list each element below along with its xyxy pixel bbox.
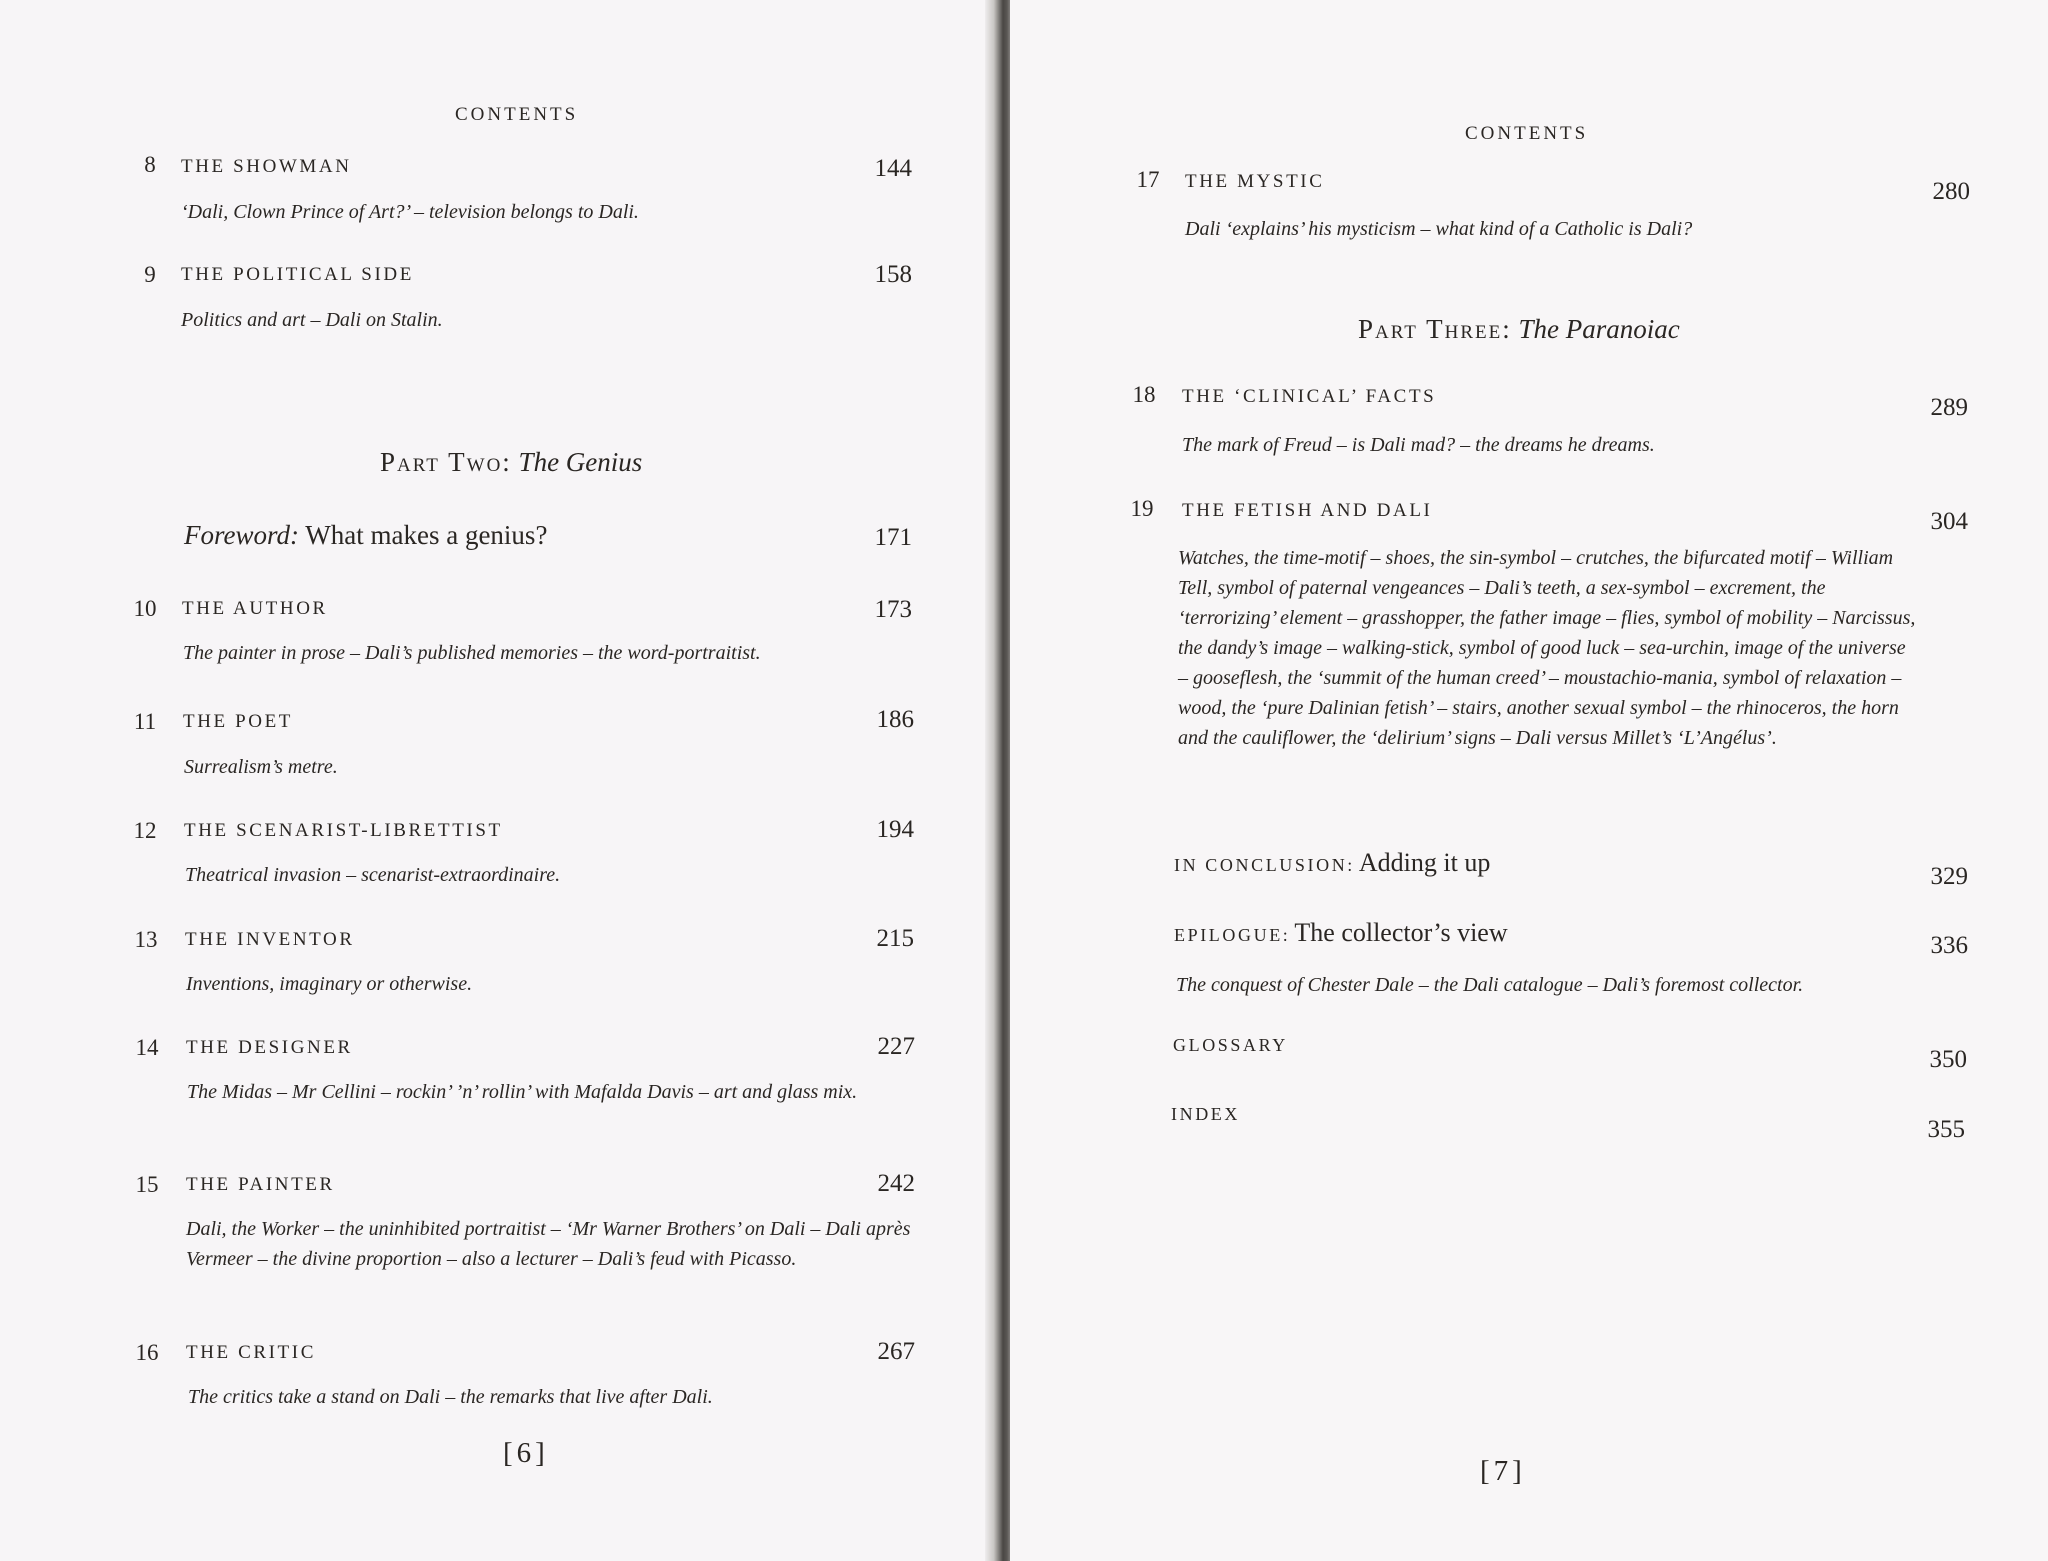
part-name: The Genius bbox=[518, 447, 643, 477]
chapter-number: 10 bbox=[133, 596, 157, 621]
page-folio: [7] bbox=[1480, 1455, 1526, 1487]
chapter-description: Politics and art – Dali on Stalin. bbox=[181, 309, 443, 331]
foreword-label: Foreword: bbox=[184, 520, 299, 550]
foreword-line bbox=[184, 520, 547, 551]
chapter-page: 304 bbox=[1930, 508, 1968, 535]
glossary-page: 350 bbox=[1929, 1046, 1967, 1073]
chapter-title: THE SCENARIST-LIBRETTIST bbox=[184, 820, 503, 841]
chapter-number: 15 bbox=[135, 1172, 159, 1197]
chapter-title: THE PAINTER bbox=[186, 1174, 335, 1195]
chapter-number: 17 bbox=[1136, 167, 1160, 192]
chapter-description: The Midas – Mr Cellini – rockin’ ’n’ rollin’ with Mafalda Davis – art and glass mix. bbox=[187, 1081, 858, 1103]
conclusion-line bbox=[1174, 848, 1490, 878]
chapter-page: 289 bbox=[1930, 394, 1968, 421]
chapter-description: The painter in prose – Dali’s published memories – the word-portraitist. bbox=[183, 642, 761, 664]
conclusion-page: 329 bbox=[1930, 863, 1968, 890]
chapter-page: 227 bbox=[877, 1033, 915, 1060]
index-page: 355 bbox=[1927, 1116, 1965, 1143]
epilogue-label: EPILOGUE: bbox=[1174, 925, 1291, 945]
conclusion-text: Adding it up bbox=[1358, 848, 1491, 877]
chapter-page: 267 bbox=[877, 1338, 915, 1365]
epilogue-text: The collector’s view bbox=[1294, 918, 1508, 947]
part-label: Part Two: bbox=[380, 447, 512, 477]
chapter-page: 158 bbox=[874, 261, 912, 288]
chapter-page: 280 bbox=[1932, 178, 1970, 205]
chapter-page: 144 bbox=[874, 155, 912, 182]
chapter-description: Inventions, imaginary or otherwise. bbox=[186, 973, 473, 995]
chapter-description: The mark of Freud – is Dali mad? – the dreams he dreams. bbox=[1182, 434, 1655, 456]
chapter-title: THE SHOWMAN bbox=[181, 156, 352, 177]
chapter-title: THE FETISH AND DALI bbox=[1182, 500, 1433, 521]
conclusion-label: IN CONCLUSION: bbox=[1174, 855, 1355, 875]
chapter-description: Dali, the Worker – the uninhibited portraitist – ‘Mr Warner Brothers’ on Dali – Dali après Vermeer – the divine proportion – also a lecturer – Dali’s feud with Picasso. bbox=[186, 1218, 911, 1270]
page-folio: [6] bbox=[503, 1437, 549, 1469]
chapter-title: THE AUTHOR bbox=[182, 598, 328, 619]
chapter-description: Dali ‘explains’ his mysticism – what kind of a Catholic is Dali? bbox=[1185, 218, 1693, 240]
chapter-number: 18 bbox=[1132, 382, 1156, 407]
chapter-number: 12 bbox=[133, 818, 157, 843]
chapter-page: 194 bbox=[876, 816, 914, 843]
chapter-title: THE INVENTOR bbox=[185, 929, 355, 950]
chapter-page: 186 bbox=[876, 706, 914, 733]
chapter-title: THE POET bbox=[183, 711, 293, 732]
chapter-description: Watches, the time-motif – shoes, the sin-symbol – crutches, the bifurcated motif – William Tell, symbol of paternal vengeances – Dali’s teeth, a sex-symbol – excrement, the ‘terrorizing’ element – grasshopper, the father image – flies, symbol of mobility – Narcissus, the dandy’s image – walking-stick, symbol of good luck – sea-urchin, image of the universe – gooseflesh, the ‘summit of the human creed’ – moustachio-mania, symbol of relaxation – wood, the ‘pure Dalinian fetish’ – stairs, another sexual symbol – the rhinoceros, the horn and the cauliflower, the ‘delirium’ signs – Dali versus Millet’s ‘L’Angélus’. bbox=[1178, 547, 1916, 749]
chapter-title: THE CRITIC bbox=[186, 1342, 316, 1363]
epilogue-page: 336 bbox=[1930, 932, 1968, 959]
glossary-label: GLOSSARY bbox=[1173, 1035, 1288, 1055]
chapter-number: 14 bbox=[135, 1035, 159, 1060]
chapter-page: 215 bbox=[876, 925, 914, 952]
epilogue-line bbox=[1174, 918, 1508, 948]
chapter-number: 13 bbox=[134, 927, 158, 952]
right-page bbox=[1010, 0, 2048, 1561]
chapter-number: 19 bbox=[1130, 496, 1154, 521]
index-label: INDEX bbox=[1171, 1104, 1240, 1124]
chapter-number: 16 bbox=[135, 1340, 159, 1365]
part-name: The Paranoiac bbox=[1518, 314, 1680, 344]
part-heading bbox=[380, 447, 642, 478]
chapter-description: The critics take a stand on Dali – the remarks that live after Dali. bbox=[188, 1386, 713, 1408]
left-page bbox=[0, 0, 1000, 1561]
chapter-number: 9 bbox=[144, 262, 156, 287]
chapter-page: 173 bbox=[874, 596, 912, 623]
chapter-title: THE ‘CLINICAL’ FACTS bbox=[1182, 386, 1437, 407]
chapter-title: THE DESIGNER bbox=[186, 1037, 353, 1058]
contents-header: CONTENTS bbox=[455, 104, 579, 125]
chapter-number: 8 bbox=[144, 152, 156, 177]
contents-header: CONTENTS bbox=[1465, 123, 1589, 144]
foreword-page: 171 bbox=[874, 524, 912, 551]
chapter-page: 242 bbox=[877, 1170, 915, 1197]
part-heading bbox=[1358, 314, 1680, 345]
part-label: Part Three: bbox=[1358, 314, 1512, 344]
chapter-number: 11 bbox=[133, 709, 157, 734]
epilogue-description: The conquest of Chester Dale – the Dali catalogue – Dali’s foremost collector. bbox=[1176, 974, 1804, 996]
chapter-title: THE MYSTIC bbox=[1185, 171, 1325, 192]
foreword-text: What makes a genius? bbox=[305, 520, 548, 550]
chapter-description: Surrealism’s metre. bbox=[184, 756, 338, 778]
chapter-description: Theatrical invasion – scenarist-extraordinaire. bbox=[185, 864, 561, 886]
chapter-title: THE POLITICAL SIDE bbox=[181, 264, 414, 285]
chapter-description: ‘Dali, Clown Prince of Art?’ – television belongs to Dali. bbox=[181, 201, 639, 223]
